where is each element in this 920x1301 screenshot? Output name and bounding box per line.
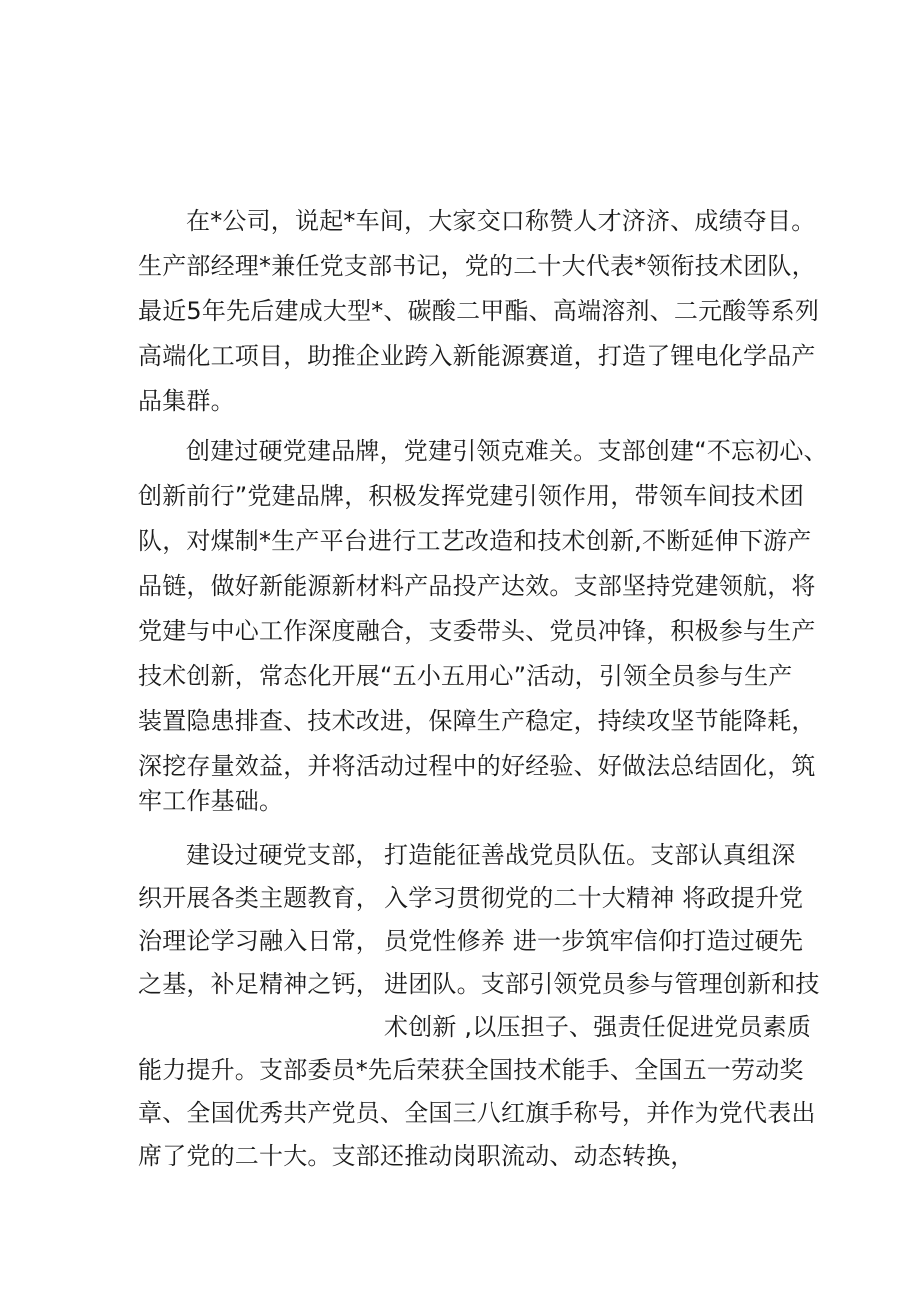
paragraph-2-line-2: 创新前行”党建品牌，积极发挥党建引领作用，带领车间技术团 (138, 482, 805, 510)
paragraph-3-tail-line-2: 章、全国优秀共产党员、全国三八红旗手称号，并作为党代表出 (138, 1099, 816, 1127)
paragraph-3-left-line-1: 建设过硬党支部， (186, 841, 380, 869)
paragraph-3-left-line-4: 之基，补足精神之钙， (138, 970, 380, 998)
paragraph-2-line-7: 装置隐患排查、技术改进，保障生产稳定，持续攻坚节能降耗， (138, 707, 816, 735)
paragraph-3-right-line-4: 进团队。支部引领党员参与管理创新和技 (384, 970, 820, 998)
paragraph-3-tail-line-1: 能力提升。支部委员*先后荣获全国技术能手、全国五一劳动奖 (138, 1056, 804, 1084)
paragraph-3-right-line-3: 员党性修养 进一步筑牢信仰打造过硬先 (384, 927, 804, 955)
paragraph-2-line-6: 技术创新，常态化开展“五小五用心”活动，引领全员参与生产 (138, 662, 793, 690)
paragraph-3-tail-line-3: 席了党的二十大。支部还推动岗职流动、动态转换， (138, 1142, 695, 1170)
paragraph-3-right-line-5: 术创新 ,以压担子、强责任促进党员素质 (384, 1013, 812, 1041)
paragraph-1-line-5: 品集群。 (138, 387, 235, 415)
paragraph-2-line-3: 队，对煤制*生产平台进行工艺改造和技术创新,不断延伸下游产 (138, 527, 812, 555)
paragraph-2-line-4: 品链，做好新能源新材料产品投产达效。支部坚持党建领航，将 (138, 572, 816, 600)
paragraph-3-right-line-1: 打造能征善战党员队伍。支部认真组深 (384, 841, 796, 869)
paragraph-2-line-8: 深挖存量效益，并将活动过程中的好经验、好做法总结固化，筑 (138, 752, 816, 780)
paragraph-1-line-3: 最近5年先后建成大型*、碳酸二甲酯、高端溶剂、二元酸等系列 (138, 297, 820, 325)
paragraph-1-line-2: 生产部经理*兼任党支部书记，党的二十大代表*领衔技术团队， (138, 252, 816, 280)
paragraph-2-line-9: 牢工作基础。 (138, 787, 284, 815)
paragraph-3-left-line-2: 织开展各类主题教育， (138, 884, 380, 912)
paragraph-2-line-5: 党建与中心工作深度融合，支委带头、党员冲锋，积极参与生产 (138, 617, 816, 645)
paragraph-1-line-1: 在*公司，说起*车间，大家交口称赞人才济济、成绩夺目。 (186, 207, 816, 235)
paragraph-2-line-1: 创建过硬党建品牌，党建引领克难关。支部创建“不忘初心、 (186, 437, 828, 465)
paragraph-3-left-line-3: 治理论学习融入日常， (138, 927, 380, 955)
paragraph-1-line-4: 高端化工项目，助推企业跨入新能源赛道，打造了锂电化学品产 (138, 342, 816, 370)
paragraph-3-right-line-2: 入学习贯彻党的二十大精神 将政提升党 (384, 884, 804, 912)
